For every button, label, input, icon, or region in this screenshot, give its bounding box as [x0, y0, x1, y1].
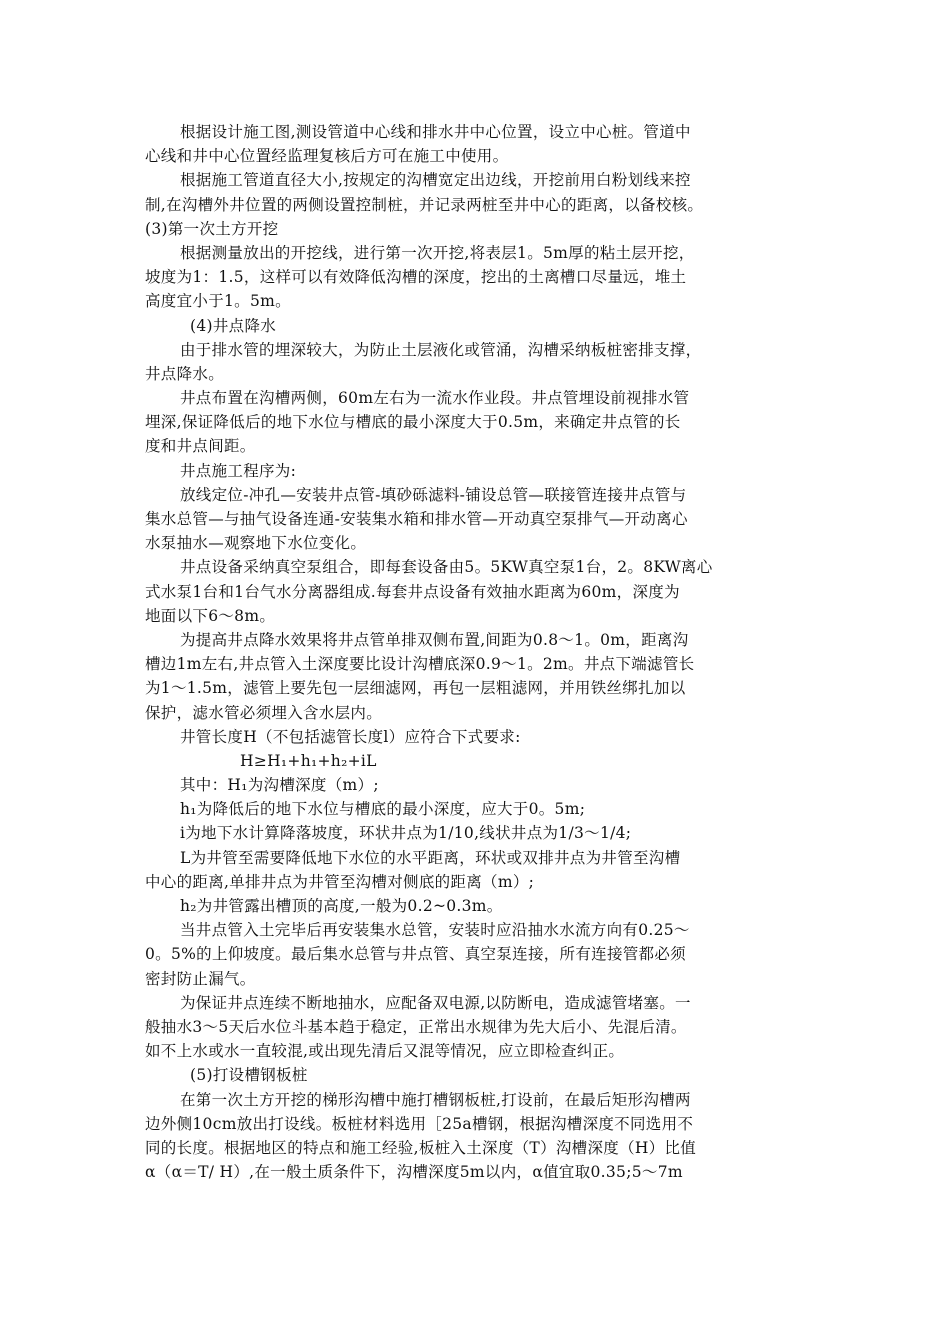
text-line: 坡度为1：1.5，这样可以有效降低沟槽的深度，挖出的土离槽口尽量远，堆土: [145, 268, 687, 287]
text-line: H≥H₁+h₁+h₂+iL: [240, 751, 377, 770]
text-line: 为1～1.5m，滤管上要先包一层细滤网，再包一层粗滤网，并用铁丝绑扎加以: [145, 679, 686, 698]
text-line: 制,在沟槽外井位置的两侧设置控制桩，并记录两桩至井中心的距离，以备校核。: [145, 195, 704, 214]
text-line: 般抽水3～5天后水位斗基本趋于稳定，正常出水规律为先大后小、先混后清。: [145, 1017, 687, 1036]
text-line: 保护，滤水管必须埋入含水层内。: [145, 703, 383, 722]
text-line: 井点降水。: [145, 364, 225, 383]
text-line: (5)打设槽钢板桩: [190, 1066, 308, 1085]
text-line: 集水总管—与抽气设备连通-安装集水箱和排水管—开动真空泵排气—开动离心: [145, 510, 688, 528]
text-line: 为保证井点连续不断地抽水，应配备双电源,以防断电，造成滤管堵塞。一: [180, 993, 691, 1012]
text-line: 式水泵1台和1台气水分离器组成.每套井点设备有效抽水距离为60m，深度为: [145, 582, 680, 601]
text-line: (3)第一次土方开挖: [145, 219, 279, 238]
text-line: α（α＝T/ H）,在一般土质条件下，沟槽深度5m以内，α值宜取0.35;5～7m: [145, 1163, 683, 1182]
text-line: 地面以下6～8m。: [145, 606, 276, 625]
text-line: 中心的距离,单排井点为井管至沟槽对侧底的距离（m）;: [145, 872, 535, 891]
text-line: 为提高井点降水效果将井点管单排双侧布置,间距为0.8～1。0m，距离沟: [180, 630, 689, 649]
text-line: 槽边1m左右,井点管入土深度要比设计沟槽底深0.9～1。2m。井点下端滤管长: [145, 655, 695, 674]
text-line: i为地下水计算降落坡度，环状井点为1/10,线状井点为1/3～1/4;: [180, 824, 632, 843]
text-line: L为井管至需要降低地下水位的水平距离，环状或双排井点为井管至沟槽: [180, 848, 681, 867]
text-line: 井点施工程序为:: [180, 461, 297, 480]
text-line: 在第一次土方开挖的梯形沟槽中施打槽钢板桩,打设前，在最后矩形沟槽两: [180, 1090, 691, 1109]
text-line: 同的长度。根据地区的特点和施工经验,板桩入土深度（T）沟槽深度（H）比值: [145, 1138, 697, 1157]
text-line: 放线定位-冲孔—安装井点管-填砂砾滤料-铺设总管—联接管连接井点管与: [180, 485, 687, 504]
text-line: 高度宜小于1。5m。: [145, 292, 291, 311]
text-line: 水泵抽水—观察地下水位变化。: [145, 534, 367, 553]
text-line: 当井点管入土完毕后再安装集水总管，安装时应沿抽水水流方向有0.25～: [180, 921, 690, 940]
text-line: 0。5%的上仰坡度。最后集水总管与井点管、真空泵连接，所有连接管都必须: [145, 945, 686, 964]
text-line: h₂为井管露出槽顶的高度,一般为0.2~0.3m。: [180, 897, 503, 915]
text-line: 根据施工管道直径大小,按规定的沟槽宽定出边线，开挖前用白粉划线来控: [180, 171, 691, 190]
text-line: 密封防止漏气。: [145, 969, 256, 988]
text-line: 井点布置在沟槽两侧，60m左右为一流水作业段。井点管埋设前视排水管: [180, 389, 690, 408]
text-line: 由于排水管的埋深较大，为防止土层液化或管涌，沟槽采纳板桩密排支撑，: [180, 340, 702, 359]
text-line: 根据设计施工图,测设管道中心线和排水井中心位置，设立中心桩。管道中: [180, 123, 691, 141]
text-line: 其中：H₁为沟槽深度（m）;: [180, 776, 379, 795]
text-line: 井管长度H（不包括滤管长度l）应符合下式要求:: [180, 727, 521, 746]
document-body: [145, 120, 825, 1184]
text-line: 根据测量放出的开挖线，进行第一次开挖,将表层1。5m厚的粘土层开挖，: [180, 243, 695, 262]
text-line: 边外侧10cm放出打设线。板桩材料选用［25a槽钢，根据沟槽深度不同选用不: [145, 1114, 694, 1133]
text-line: 心线和井中心位置经监理复核后方可在施工中使用。: [145, 147, 509, 166]
text-line: 井点设备采纳真空泵组合，即每套设备由5。5KW真空泵1台，2。8KW离心: [180, 558, 713, 577]
text-line: 度和井点间距。: [145, 437, 256, 456]
text-line: 埋深,保证降低后的地下水位与槽底的最小深度大于0.5m，来确定井点管的长: [145, 413, 681, 432]
text-line: (4)井点降水: [190, 316, 277, 335]
text-line: h₁为降低后的地下水位与槽底的最小深度，应大于0。5m;: [180, 800, 586, 819]
text-line: 如不上水或水一直较混,或出现先清后又混等情况，应立即检查纠正。: [145, 1042, 625, 1061]
